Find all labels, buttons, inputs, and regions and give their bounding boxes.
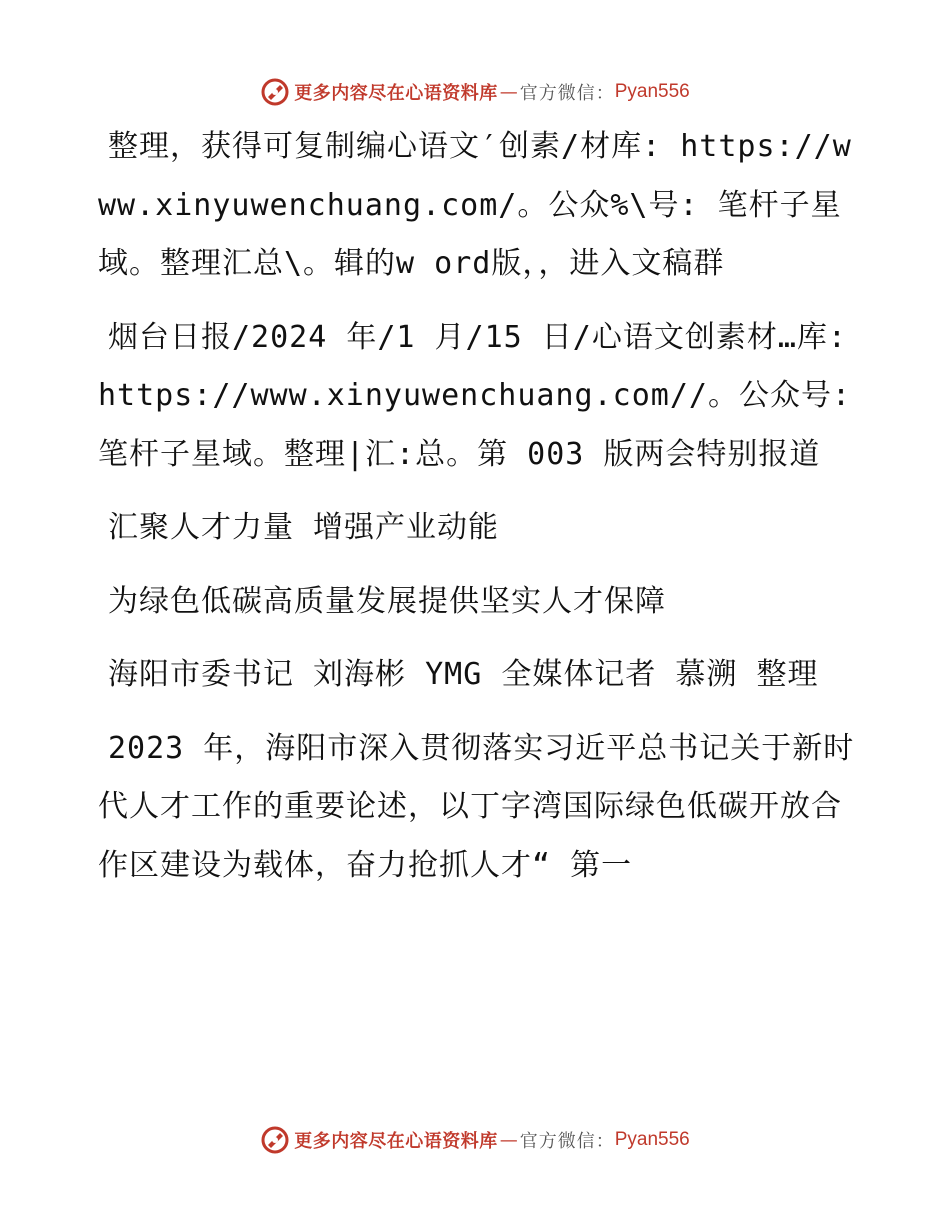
banner-dash: — [499, 1129, 518, 1151]
paragraph-publication-line: 烟台日报/2024 年/1 月/15 日/心语文创素材…库: https://www.xinyuwenchuang.com//。公众号: 笔杆子星域。整理|汇:总。第 003 版两会特别报道 [98, 319, 852, 472]
banner-title: 更多内容尽在心语资料库 [294, 1131, 498, 1152]
banner-wechat-label: 官方微信： [519, 83, 615, 104]
footer-banner [0, 1120, 950, 1160]
banner-title: 更多内容尽在心语资料库 [294, 83, 498, 104]
headline-sub: 为绿色低碳高质量发展提供坚实人才保障 [108, 583, 666, 619]
logo-icon [260, 1125, 290, 1155]
banner-wechat-label: 官方微信： [519, 1131, 615, 1152]
paragraph-body: 2023 年，海阳市深入贯彻落实习近平总书记关于新时代人才工作的重要论述，以丁字湾国际绿色低碳开放合作区建设为载体，奋力抢抓人才“ 第一 [98, 730, 855, 883]
banner-dash: — [499, 81, 518, 103]
byline: 海阳市委书记 刘海彬 YMG 全媒体记者 慕溯 整理 [108, 657, 819, 692]
logo-icon [260, 77, 290, 107]
banner-wechat-id: Pyan556 [614, 1129, 690, 1150]
document-body [98, 118, 858, 910]
headline-main: 汇聚人才力量 增强产业动能 [108, 510, 500, 545]
banner-wechat-id: Pyan556 [614, 81, 690, 102]
header-banner [0, 72, 950, 112]
paragraph-source-note: 整理，获得可复制编心语文′创素/材库: https://www.xinyuwenchuang.com/。公众%\号: 笔杆子星域。整理汇总\。辑的w ord版，，进入文稿群 [98, 129, 852, 281]
